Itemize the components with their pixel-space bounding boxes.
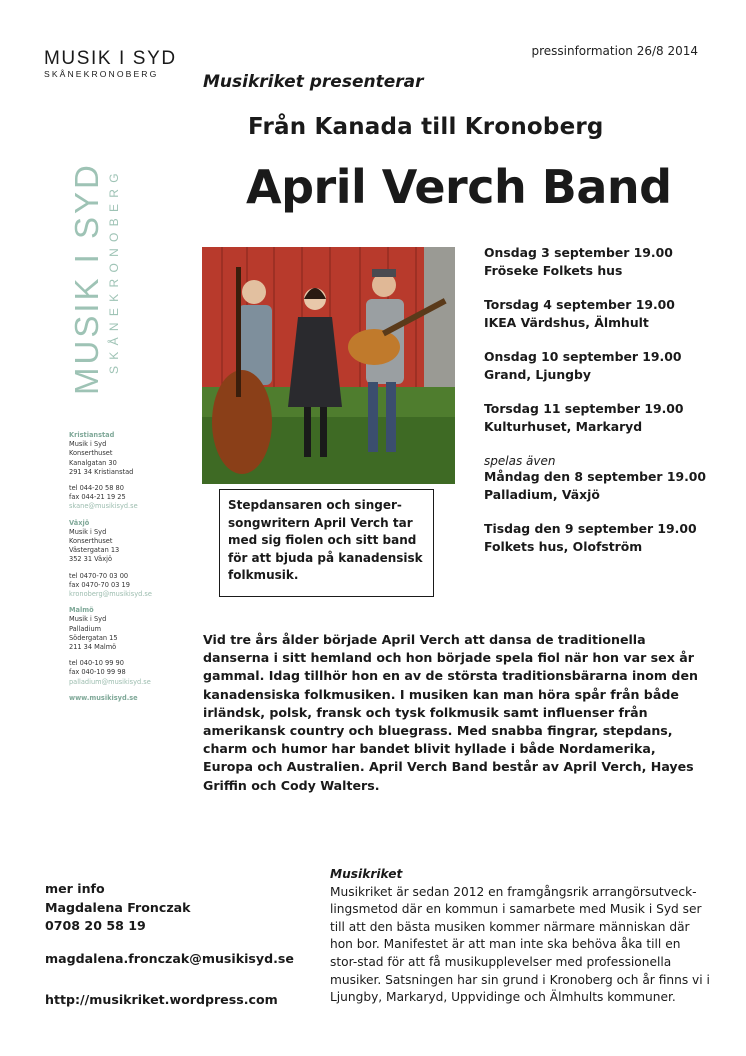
event-item: Torsdag 11 september 19.00 Kulturhuset, Markaryd — [484, 401, 684, 434]
musikriket-heading: Musikriket — [330, 867, 403, 881]
svg-text:SKÅNEKRONOBERG: SKÅNEKRONOBERG — [107, 167, 121, 374]
event-item: Tisdag den 9 september 19.00 Folkets hus, Olofström — [484, 521, 697, 554]
contact-label: mer info — [45, 881, 105, 896]
event-list — [484, 244, 724, 572]
event-item: Torsdag 4 september 19.00 IKEA Värdshus, Älmhult — [484, 297, 675, 330]
event-item: Måndag den 8 september 19.00 Palladium, Växjö — [484, 469, 707, 502]
musikriket-text: Musikriket är sedan 2012 en framgångsrik arrangörsutveck-lingsmetod där en kommun i samarbete med Musik i Syd ser till att den bästa musiken kommer närmare människan där hon bor. Manifestet är att man inte ska behöva åka till en stor-stad för att få musikupplevelser med professionella musiker. Satsningen har sin grund i Kronoberg och år finns vi i Ljungby, Markaryd, Uppvidinge och Älmhults kommuner. — [330, 884, 710, 1005]
press-info: pressinformation 26/8 2014 — [531, 44, 698, 58]
vertical-logo — [62, 148, 122, 398]
office-email[interactable]: palladium@musikisyd.se — [69, 677, 151, 686]
also-label: spelas även — [484, 454, 556, 468]
page-title: April Verch Band — [246, 160, 672, 214]
logo-main: MUSIK I SYD — [44, 48, 177, 69]
contact-name: Magdalena Fronczak — [45, 899, 191, 915]
presents-line: Musikriket presenterar — [203, 72, 424, 92]
logo — [44, 49, 177, 79]
website-link[interactable]: www.musikisyd.se — [69, 693, 138, 702]
contact-phone: 0708 20 58 19 — [45, 918, 146, 933]
callout-box: Stepdansaren och singer-songwritern April Verch tar med sig fiolen och sitt band för att bjuda på kanadensisk folkmusik. — [219, 489, 434, 597]
office-vaxjo: Växjö Musik i Syd Konserthuset Västergatan 13 352 31 Växjö tel 0470-70 03 00 fax 0470-70 03 19 kronoberg@musikisyd.se — [69, 519, 189, 600]
office-email[interactable]: skane@musikisyd.se — [69, 502, 138, 511]
logo-sub: SKÅNEKRONOBERG — [44, 69, 159, 79]
office-kristianstad: Kristianstad Musik i Syd Konserthuset Kanalgatan 30 291 34 Kristianstad tel 044-20 58 80 fax 044-21 19 25 skane@musikisyd.se — [69, 431, 189, 512]
subtitle: Från Kanada till Kronoberg — [248, 114, 604, 140]
svg-text:MUSIK I SYD: MUSIK I SYD — [68, 162, 105, 395]
contact-info — [45, 880, 294, 1010]
sidebar-addresses — [69, 431, 189, 703]
band-photo — [202, 247, 455, 484]
contact-url[interactable]: http://musikriket.wordpress.com — [45, 992, 278, 1007]
office-malmo: Malmö Musik i Syd Palladium Södergatan 15 211 34 Malmö tel 040-10 99 90 fax 040-10 99 98 palladium@musikisyd.se — [69, 606, 189, 687]
contact-email[interactable]: magdalena.fronczak@musikisyd.se — [45, 950, 294, 966]
body-text: Vid tre års ålder började April Verch att dansa de traditionella danserna i sitt hemland och hon började spela fiol när hon var sex år gammal. Idag tillhör hon en av de största traditionsbärarna inom den kanadensiska folkmusiken. I musiken kan man höra spår från både irländsk, polsk, fransk och tysk folkmusik samt influenser från amerikansk country och bluegrass. Med snabba fingrar, stepdans, charm och humor har bandet blivit hyllade i både Nordamerika, Europa och Australien. April Verch Band består av April Verch, Hayes Griffin och Cody Walters. — [203, 632, 698, 793]
office-email[interactable]: kronoberg@musikisyd.se — [69, 590, 152, 599]
event-item: Onsdag 10 september 19.00 Grand, Ljungby — [484, 349, 682, 382]
musikriket-info — [330, 866, 710, 1007]
event-item: Onsdag 3 september 19.00 Fröseke Folkets hus — [484, 245, 673, 278]
